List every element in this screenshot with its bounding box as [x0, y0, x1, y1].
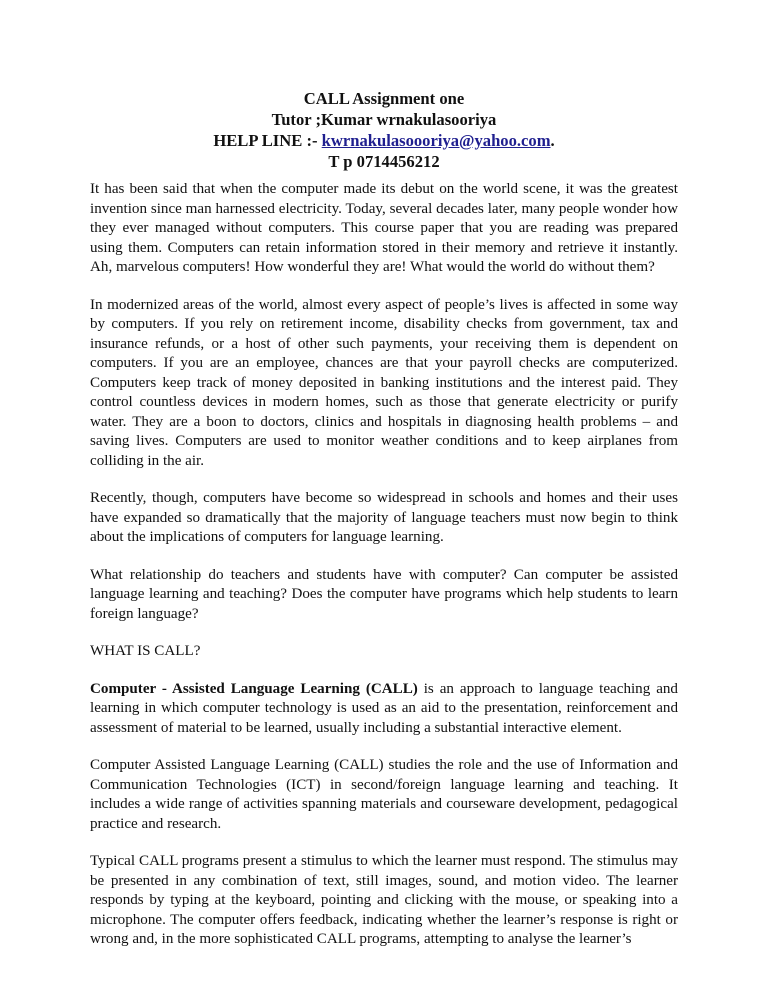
helpline-end: . [550, 131, 555, 150]
helpline-email-link[interactable]: kwrnakulasoooriya@yahoo.com [321, 131, 551, 150]
section-heading-what-is-call: WHAT IS CALL? [90, 643, 201, 659]
paragraph-questions: What relationship do teachers and students have with computer? Can computer be assisted language learning and teaching? Does the computer have programs which help students to learn foreign language? [90, 566, 678, 622]
document-page [90, 88, 678, 968]
helpline-label: HELP LINE :- [213, 131, 322, 150]
paragraph-call-definition [90, 680, 678, 739]
paragraph-typical-call: Typical CALL programs present a stimulus to which the learner must respond. The stimulus may be presented in any combination of text, still images, sound, and motion video. The learner responds by typing at the keyboard, pointing and clicking with the mouse, or speaking into a microphone. The computer offers feedback, indicating whether the learner’s response is right or wrong and, in the more sophisticated CALL programs, attempting to analyse the learner’s [90, 853, 678, 947]
assignment-title: CALL Assignment one [303, 89, 465, 108]
tutor-line: Tutor ;Kumar wrnakulasooriya [271, 110, 497, 129]
phone-line: T p 0714456212 [328, 152, 440, 171]
call-definition-text: is an approach to language teaching and learning in which computer technology is used as an aid to the presentation, reinforcement and assessment of material to be learned, usually including a substantial interactive element. [90, 680, 678, 736]
document-header [90, 88, 678, 172]
paragraph-call-ict: Computer Assisted Language Learning (CALL) studies the role and the use of Information and Communication Technologies (ICT) in second/foreign language learning and teaching. It includes a wide range of activities spanning materials and courseware development, pedagogical practice and research. [90, 757, 678, 832]
call-term: Computer - Assisted Language Learning (CALL) [90, 680, 418, 697]
paragraph-recently: Recently, though, computers have become so widespread in schools and homes and their uses have expanded so dramatically that the majority of language teachers must now begin to think about the implications of computers for language learning. [90, 490, 678, 545]
helpline-line [90, 130, 678, 151]
paragraph-modernized: In modernized areas of the world, almost every aspect of people’s lives is affected in some way by computers. If you rely on retirement income, disability checks from government, tax and insurance refunds, or a host of other such payments, your receiving them is dependent on computers. If you are an employee, chances are that your payroll checks are computerized. Computers keep track of money deposited in banking institutions and the interest paid. They control countless devices in modern homes, such as those that generate electricity or purify water. They are a boon to doctors, clinics and hospitals in diagnosing health problems – and saving lives. Computers are used to monitor weather conditions and to keep airplanes from colliding in the air. [90, 296, 678, 469]
paragraph-intro: It has been said that when the computer made its debut on the world scene, it was the greatest invention since man harnessed electricity. Today, several decades later, many people wonder how they ever managed without computers. This course paper that you are reading was prepared using them. Computers can retain information stored in their memory and retrieve it instantly. Ah, marvelous computers! How wonderful they are! What would the world do without them? [90, 181, 678, 275]
